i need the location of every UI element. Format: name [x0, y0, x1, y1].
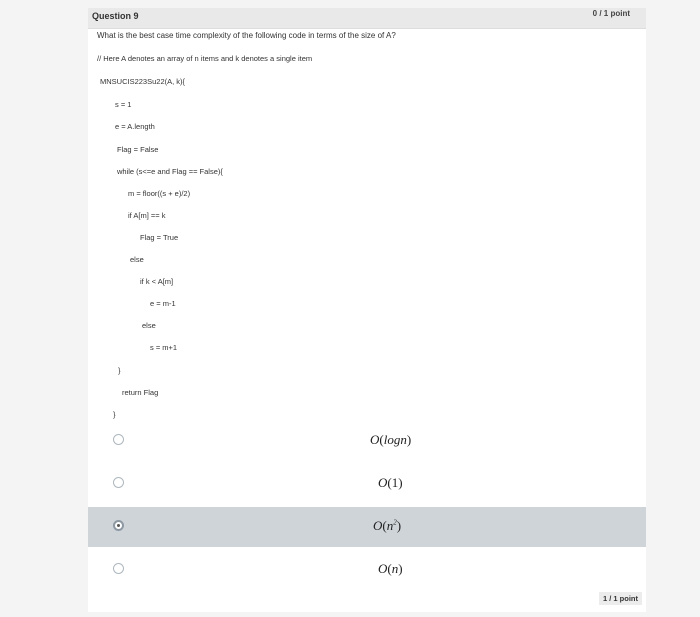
big-o-argument: logn [383, 432, 407, 447]
answer-choice-label[interactable]: O(n) [378, 561, 403, 576]
question-prompt: What is the best case time complexity of the following code in terms of the size of A? [97, 31, 396, 40]
big-o-symbol: O [370, 432, 380, 447]
question-title: Question 9 [92, 11, 139, 21]
code-line: s = 1 [115, 100, 132, 109]
big-o-symbol: O [373, 518, 383, 533]
code-line: } [113, 410, 116, 419]
answer-choice-row-selected[interactable] [88, 507, 646, 547]
big-o-argument: 1 [391, 475, 399, 490]
answer-choice-row[interactable] [88, 464, 646, 504]
question-header [88, 8, 646, 29]
code-line: s = m+1 [150, 343, 178, 352]
code-line: } [118, 366, 121, 375]
code-line: while (s<=e and Flag == False){ [117, 167, 223, 176]
question-points: 0 / 1 point [592, 9, 630, 18]
code-function-signature: MNSUCIS223Su22(A, k){ [100, 77, 186, 86]
code-line: Flag = False [117, 145, 159, 154]
radio-button-selected[interactable] [113, 520, 124, 531]
code-line: else [130, 255, 144, 264]
radio-button[interactable] [113, 563, 124, 574]
radio-button[interactable] [113, 477, 124, 488]
answer-choice-label[interactable]: O(logn) [370, 432, 412, 447]
big-o-symbol: O [378, 475, 388, 490]
code-line: if A[m] == k [128, 211, 166, 220]
code-line: else [142, 321, 156, 330]
code-line: e = A.length [115, 122, 155, 131]
big-o-symbol: O [378, 561, 388, 576]
big-o-argument: n [386, 518, 394, 533]
answer-choice-label[interactable]: $O(n^2)$ [373, 518, 402, 533]
answer-choice-row[interactable] [88, 421, 646, 461]
radio-button[interactable] [113, 434, 124, 445]
code-line: if k < A[m] [140, 277, 174, 286]
answer-choice-row[interactable] [88, 550, 646, 590]
code-line: return Flag [122, 388, 159, 397]
answer-choice-label[interactable]: O(1) [378, 475, 403, 490]
code-line: Flag = True [140, 233, 179, 242]
code-line: m = floor((s + e)/2) [128, 189, 191, 198]
big-o-exponent: 2 [393, 518, 397, 527]
code-line: e = m-1 [150, 299, 176, 308]
score-badge: 1 / 1 point [599, 592, 642, 605]
code-comment: // Here A denotes an array of n items and k denotes a single item [97, 54, 313, 63]
big-o-argument: n [391, 561, 399, 576]
